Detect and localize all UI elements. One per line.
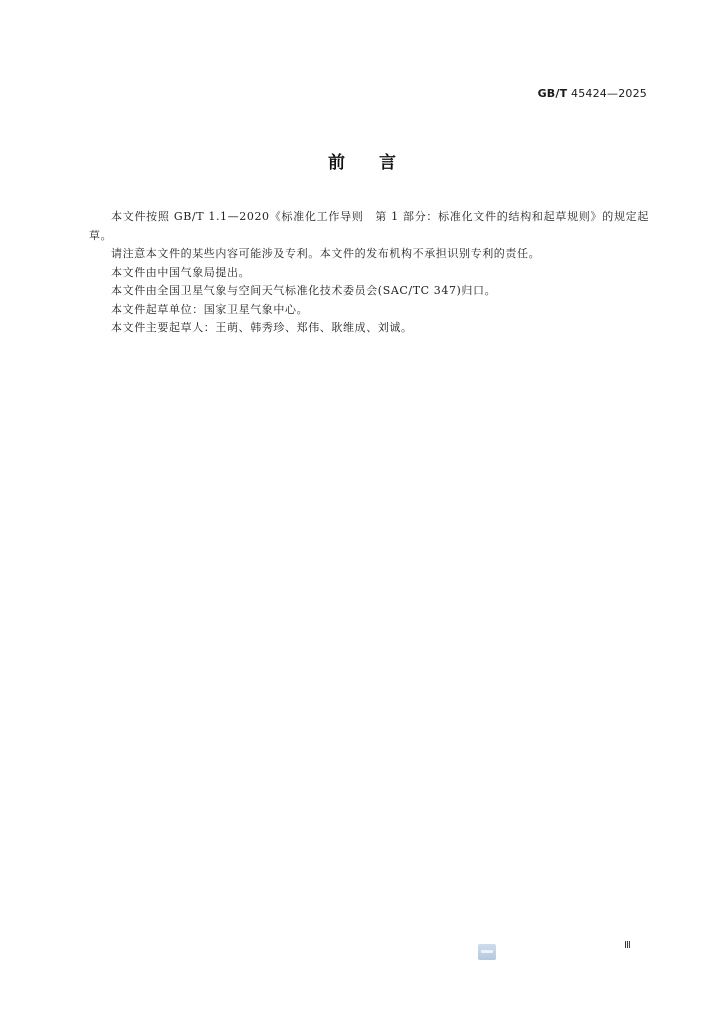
page-number: Ⅲ [624,940,631,951]
paragraph-proposer: 本文件由中国气象局提出。 [111,265,251,279]
paragraph-technical-committee: 本文件由全国卫星气象与空间天气标准化技术委员会(SAC/TC 347)归口。 [111,284,497,297]
page-title: 前言 [328,153,430,173]
standard-number [538,87,647,100]
paragraph-patent-notice: 请注意本文件的某些内容可能涉及专利。本文件的发布机构不承担识别专利的责任。 [111,247,541,260]
paragraph-drafters: 本文件主要起草人：王萌、韩秀珍、郑伟、耿维成、刘诚。 [111,321,413,334]
publisher-logo-icon [478,944,496,960]
foreword-body [89,208,649,338]
paragraph-drafting-rules: 本文件按照 GB/T 1.1—2020《标准化工作导则 第 1 部分：标准化文件的结构和起草规则》的规定起草。 [89,210,649,242]
standard-prefix: GB/T [537,87,568,100]
paragraph-drafting-unit: 本文件起草单位：国家卫星气象中心。 [111,302,309,316]
standard-code: 45424—2025 [571,87,647,100]
